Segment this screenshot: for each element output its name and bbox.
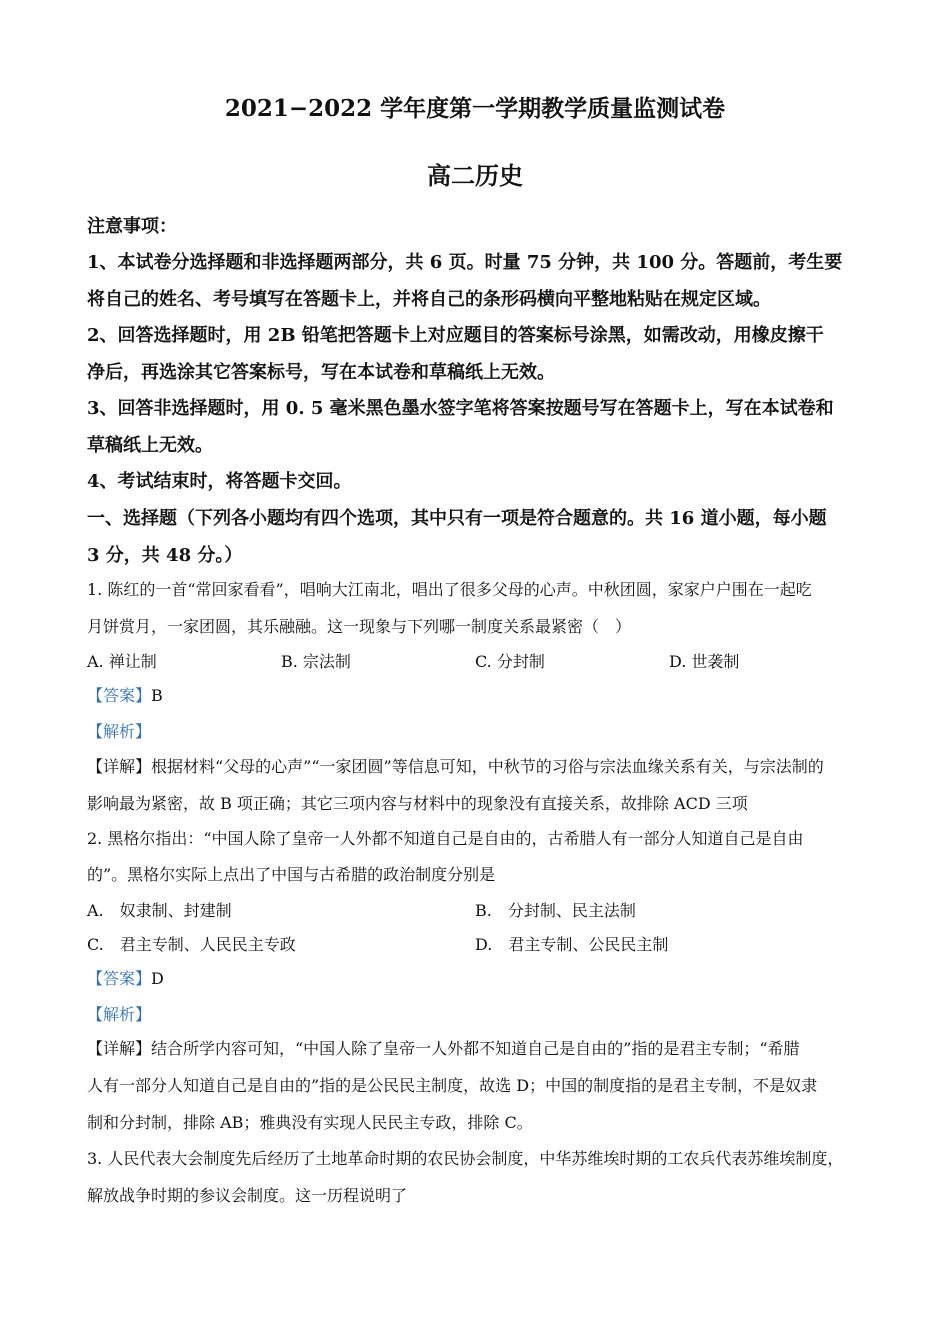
notice-heading: 注意事项： xyxy=(87,216,177,237)
subject-title: 高二历史 xyxy=(427,161,523,190)
question-1-option-c: C. 分封制 xyxy=(475,652,545,671)
question-3-stem: 解放战争时期的参议会制度。这一历程说明了 xyxy=(87,1186,408,1205)
analysis-tag: 【解析】 xyxy=(87,1005,152,1024)
notice-line: 2、回答选择题时，用 2B 铅笔把答题卡上对应题目的答案标号涂黑，如需改动，用橡皮擦干 xyxy=(87,325,824,346)
analysis-tag: 【解析】 xyxy=(87,722,152,741)
section-heading: 一、选择题（下列各小题均有四个选项，其中只有一项是符合题意的。共 16 道小题，每小题 xyxy=(87,508,827,529)
answer-value: B xyxy=(151,686,163,705)
question-1-detail: 影响最为紧密，故 B 项正确；其它三项内容与材料中的现象没有直接关系，故排除 ACD 三项 xyxy=(87,794,748,813)
section-heading: 3 分，共 48 分。） xyxy=(87,545,243,566)
notice-line: 草稿纸上无效。 xyxy=(87,435,213,456)
notice-line: 4、考试结束时，将答题卡交回。 xyxy=(87,471,352,492)
question-2-detail: 人有一部分人知道自己是自由的”指的是公民民主制度，故选 D；中国的制度指的是君主专制，不是奴隶 xyxy=(87,1076,818,1095)
question-1-option-b: B. 宗法制 xyxy=(281,652,351,671)
notice-line: 1、本试卷分选择题和非选择题两部分，共 6 页。时量 75 分钟，共 100 分。答题前，考生要 xyxy=(87,252,843,273)
question-3-stem: 3. 人民代表大会制度先后经历了土地革命时期的农民协会制度，中华苏维埃时期的工农兵代表苏维埃制度， xyxy=(87,1149,844,1168)
question-2-answer xyxy=(87,966,164,989)
question-1-detail: 【详解】根据材料“父母的心声”“一家团圆”等信息可知，中秋节的习俗与宗法血缘关系有关，与宗法制的 xyxy=(87,757,824,776)
question-2-option-c: C. 君主专制、人民民主专政 xyxy=(87,935,296,954)
question-1-option-a: A. 禅让制 xyxy=(87,652,157,671)
question-1-stem: 1. 陈红的一首“常回家看看”，唱响大江南北，唱出了很多父母的心声。中秋团圆，家家户户围在一起吃 xyxy=(87,580,812,599)
exam-title: 2021−2022 学年度第一学期教学质量监测试卷 xyxy=(224,95,726,122)
question-2-option-d: D. 君主专制、公民民主制 xyxy=(475,935,669,954)
question-1-option-d: D. 世袭制 xyxy=(669,652,740,671)
question-2-stem: 的”。黑格尔实际上点出了中国与古希腊的政治制度分别是 xyxy=(87,865,496,884)
notice-line: 净后，再选涂其它答案标号，写在本试卷和草稿纸上无效。 xyxy=(87,362,555,383)
question-1-answer xyxy=(87,683,163,706)
notice-line: 3、回答非选择题时，用 0. 5 毫米黑色墨水签字笔将答案按题号写在答题卡上，写在本试卷和 xyxy=(87,398,834,419)
question-2-stem: 2. 黑格尔指出：“中国人除了皇帝一人外都不知道自己是自由的，古希腊人有一部分人知道自己是自由 xyxy=(87,829,804,848)
question-2-detail: 【详解】结合所学内容可知，“中国人除了皇帝一人外都不知道自己是自由的”指的是君主专制；“希腊 xyxy=(87,1039,800,1058)
question-2-option-a: A. 奴隶制、封建制 xyxy=(87,901,232,920)
answer-tag: 【答案】 xyxy=(87,686,152,705)
question-2-detail: 制和分封制，排除 AB；雅典没有实现人民民主专政，排除 C。 xyxy=(87,1113,533,1132)
answer-value: D xyxy=(151,969,164,988)
notice-line: 将自己的姓名、考号填写在答题卡上，并将自己的条形码横向平整地粘贴在规定区域。 xyxy=(87,289,771,310)
answer-tag: 【答案】 xyxy=(87,969,152,988)
question-1-stem: 月饼赏月，一家团圆，其乐融融。这一现象与下列哪一制度关系最紧密（ ） xyxy=(87,617,632,636)
question-2-option-b: B. 分封制、民主法制 xyxy=(475,901,636,920)
